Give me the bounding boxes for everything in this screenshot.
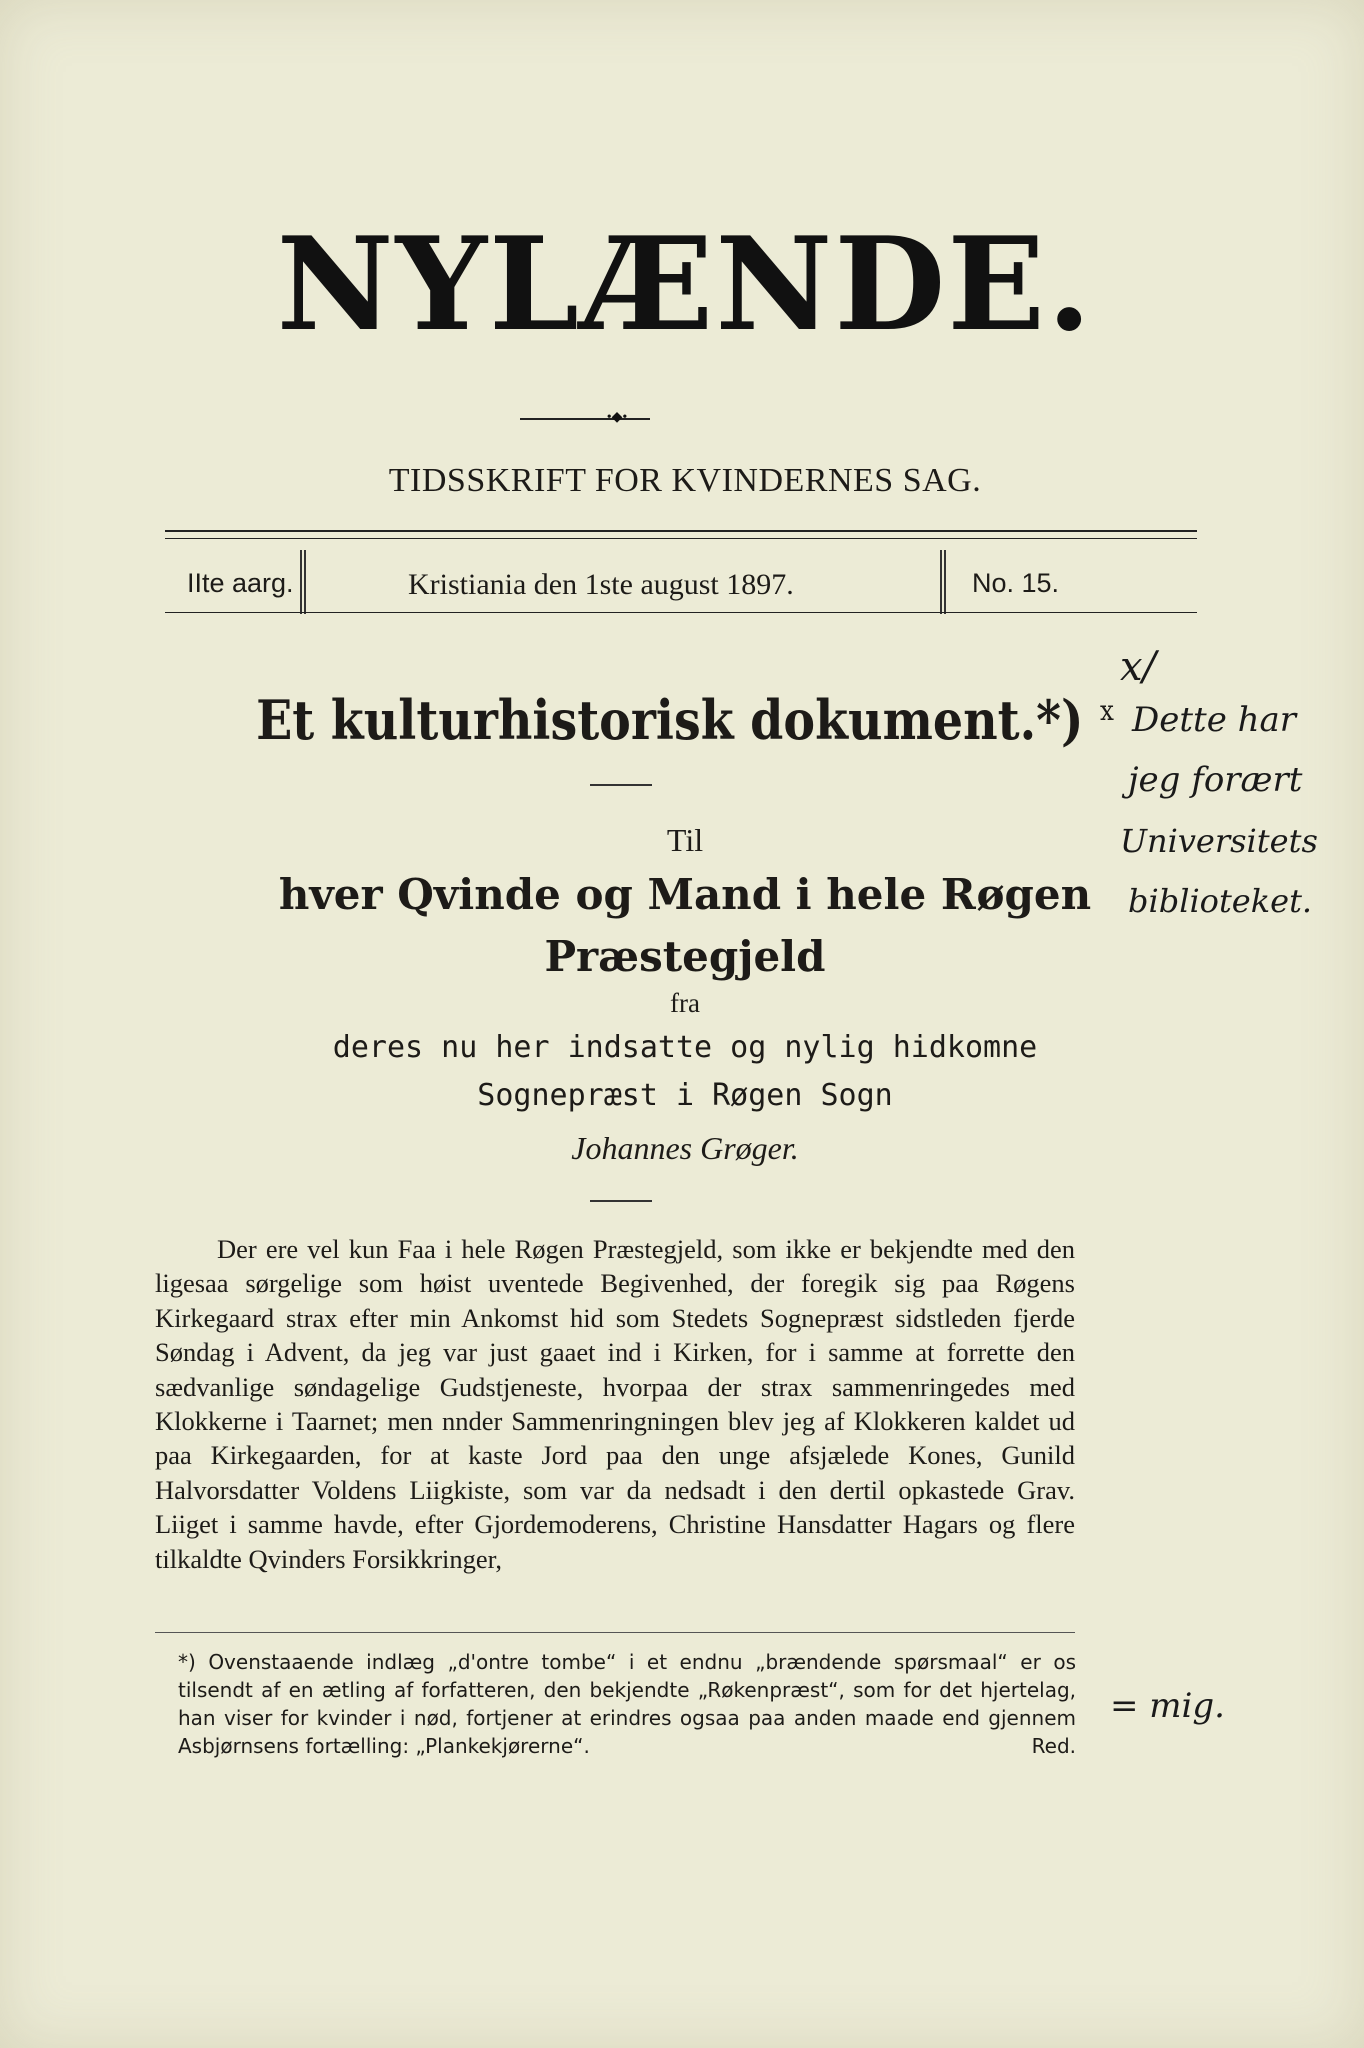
header-rule-top-thin [165, 538, 1197, 539]
issue-number: No. 15. [972, 568, 1060, 598]
footnote-divider [155, 1632, 1075, 1633]
issue-place-date: Kristiania den 1ste august 1897. [408, 568, 794, 601]
signature-rule [590, 1200, 652, 1202]
handwritten-line-1: Dette har [1132, 700, 1297, 740]
issue-divider-left [300, 550, 302, 614]
footnote [178, 1648, 1076, 1760]
article-title [214, 688, 1156, 752]
issue-divider-right-2 [944, 550, 946, 614]
issue-volume: IIte aarg. [187, 568, 294, 598]
handwritten-mark: x/ [1120, 644, 1157, 690]
article-body [155, 1232, 1075, 1576]
masthead-title: NYLÆNDE. [276, 210, 1094, 360]
header-rule-bottom [165, 612, 1197, 613]
article-to: Til [666, 822, 704, 858]
footnote-signoff: Red. [1031, 1734, 1076, 1758]
handwritten-initials: = mig. [1110, 1686, 1225, 1726]
article-title-mark: x [1100, 694, 1114, 727]
handwritten-line-3: Universitets [1120, 822, 1318, 860]
ornament-dots: •◆• [606, 410, 628, 425]
subtitle: TIDSSKRIFT FOR KVINDERNES SAG. [388, 462, 982, 499]
from-line-2: Sognepræst i Røgen Sogn [477, 1078, 893, 1113]
article-from: fra [670, 988, 700, 1018]
body-paragraph: Der ere vel kun Faa i hele Røgen Præstegjeld, som ikke er bekjendte med den ligesaa sørgelige som høist uventede Begivenhed, der foregik sig paa Røgens Kirkegaard strax efter min Ankomst hid som Stedets Sognepræst sidstleden fjerde Søndag i Advent, da jeg var just gaaet ind i Kirken, for i samme at forrette den sædvanlige søndagelige Gudstjeneste, hvorpaa der strax sammenringedes med Klokkerne i Taarnet; men nnder Sammenringningen blev jeg af Klokkeren kaldet ud paa Kirkegaarden, for at kaste Jord paa den unge afsjælede Kones, Gunild Halvorsdatter Voldens Liigkiste, som var da nedsadt i den dertil opkastede Grav. Liiget i samme havde, efter Gjordemoderens, Christine Hansdatter Hagars og flere tilkaldte Qvinders Forsikkringer, [155, 1234, 1075, 1574]
article-title-text: Et kulturhistorisk dokument.*) [256, 688, 1101, 752]
from-line-1: deres nu her indsatte og nylig hidkomne [332, 1030, 1038, 1065]
address-line-1: hver Qvinde og Mand i hele Røgen [278, 870, 1092, 919]
issue-divider-left-2 [304, 550, 306, 614]
title-rule [590, 784, 652, 786]
handwritten-line-4: biblioteket. [1128, 882, 1313, 920]
header-rule-top [165, 530, 1197, 532]
ornament-rule [520, 418, 650, 420]
issue-divider-right [940, 550, 942, 614]
address-line-2: Præstegjeld [544, 932, 826, 981]
footnote-text: *) Ovenstaaende indlæg „d'ontre tombe“ i et endnu „brændende spørsmaal“ er os tilsendt af en ætling af forfatteren, den bekjendte „Røkenpræst“, som for det hjertelag, han viser for kvinder i nød, fortjener at erindres ogsaa paa anden maade end gjennem Asbjørnsens fortælling: „Plankekjørerne“. [178, 1650, 1076, 1758]
handwritten-line-2: jeg forært [1128, 760, 1303, 800]
signature: Johannes Grøger. [571, 1130, 799, 1166]
